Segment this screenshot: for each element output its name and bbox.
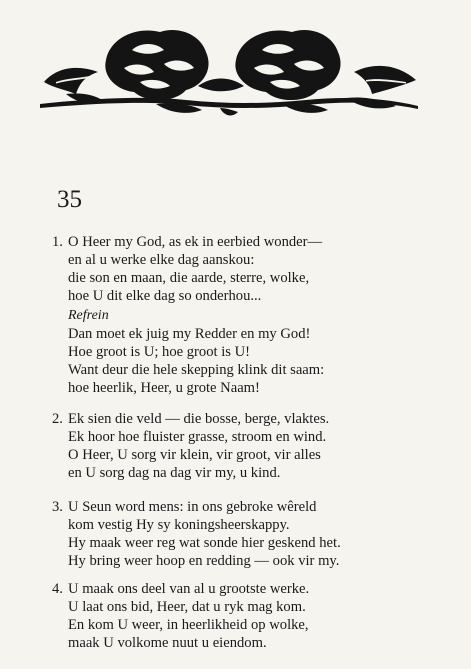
hymn-number: 35 (57, 186, 82, 213)
verse-line: O Heer my God, as ek in eerbied wonder— (68, 234, 323, 250)
refrain-line: Hoe groot is U; hoe groot is U! (68, 344, 250, 360)
verse-line: Hy bring weer hoop en redding — ook vir my. (68, 553, 340, 569)
verse-line: en U sorg dag na dag vir my, u kind. (68, 465, 281, 481)
verse-number: 4. (52, 581, 63, 597)
verse-4 (52, 580, 452, 652)
verse-line: die son en maan, die aarde, sterre, wolke, (68, 270, 310, 286)
refrain (68, 307, 448, 397)
verse-line: kom vestig Hy sy koningsheerskappy. (68, 517, 290, 533)
refrain-line: hoe heerlik, Heer, u grote Naam! (68, 380, 260, 396)
verse-number: 3. (52, 499, 63, 515)
verse-3 (52, 498, 452, 570)
verse-2 (52, 410, 452, 482)
verse-line: Hy maak weer reg wat sonde hier geskend het. (68, 535, 341, 551)
verse-line: O Heer, U sorg vir klein, vir groot, vir alles (68, 447, 321, 463)
refrain-line: Want deur die hele skepping klink dit saam: (68, 362, 325, 378)
verse-line: Ek sien die veld — die bosse, berge, vlaktes. (68, 411, 330, 427)
verse-number: 1. (52, 234, 63, 250)
verse-line: En kom U weer, in heerlikheid op wolke, (68, 617, 309, 633)
verse-line: maak U volkome nuut u eiendom. (68, 635, 267, 651)
verse-line: U laat ons bid, Heer, dat u ryk mag kom. (68, 599, 306, 615)
refrain-line: Dan moet ek juig my Redder en my God! (68, 326, 311, 342)
verse-line: Ek hoor hoe fluister grasse, stroom en wind. (68, 429, 327, 445)
verse-line: hoe U dit elke dag so onderhou... (68, 288, 262, 304)
verse-number: 2. (52, 411, 63, 427)
refrain-label: Refrein (68, 308, 109, 323)
verse-line: U Seun word mens: in ons gebroke wêreld (68, 499, 317, 515)
verse-line: en al u werke elke dag aanskou: (68, 252, 255, 268)
verse-line: U maak ons deel van al u grootste werke. (68, 581, 310, 597)
rose-ornament-icon (36, 20, 422, 120)
verse-1 (52, 233, 452, 305)
